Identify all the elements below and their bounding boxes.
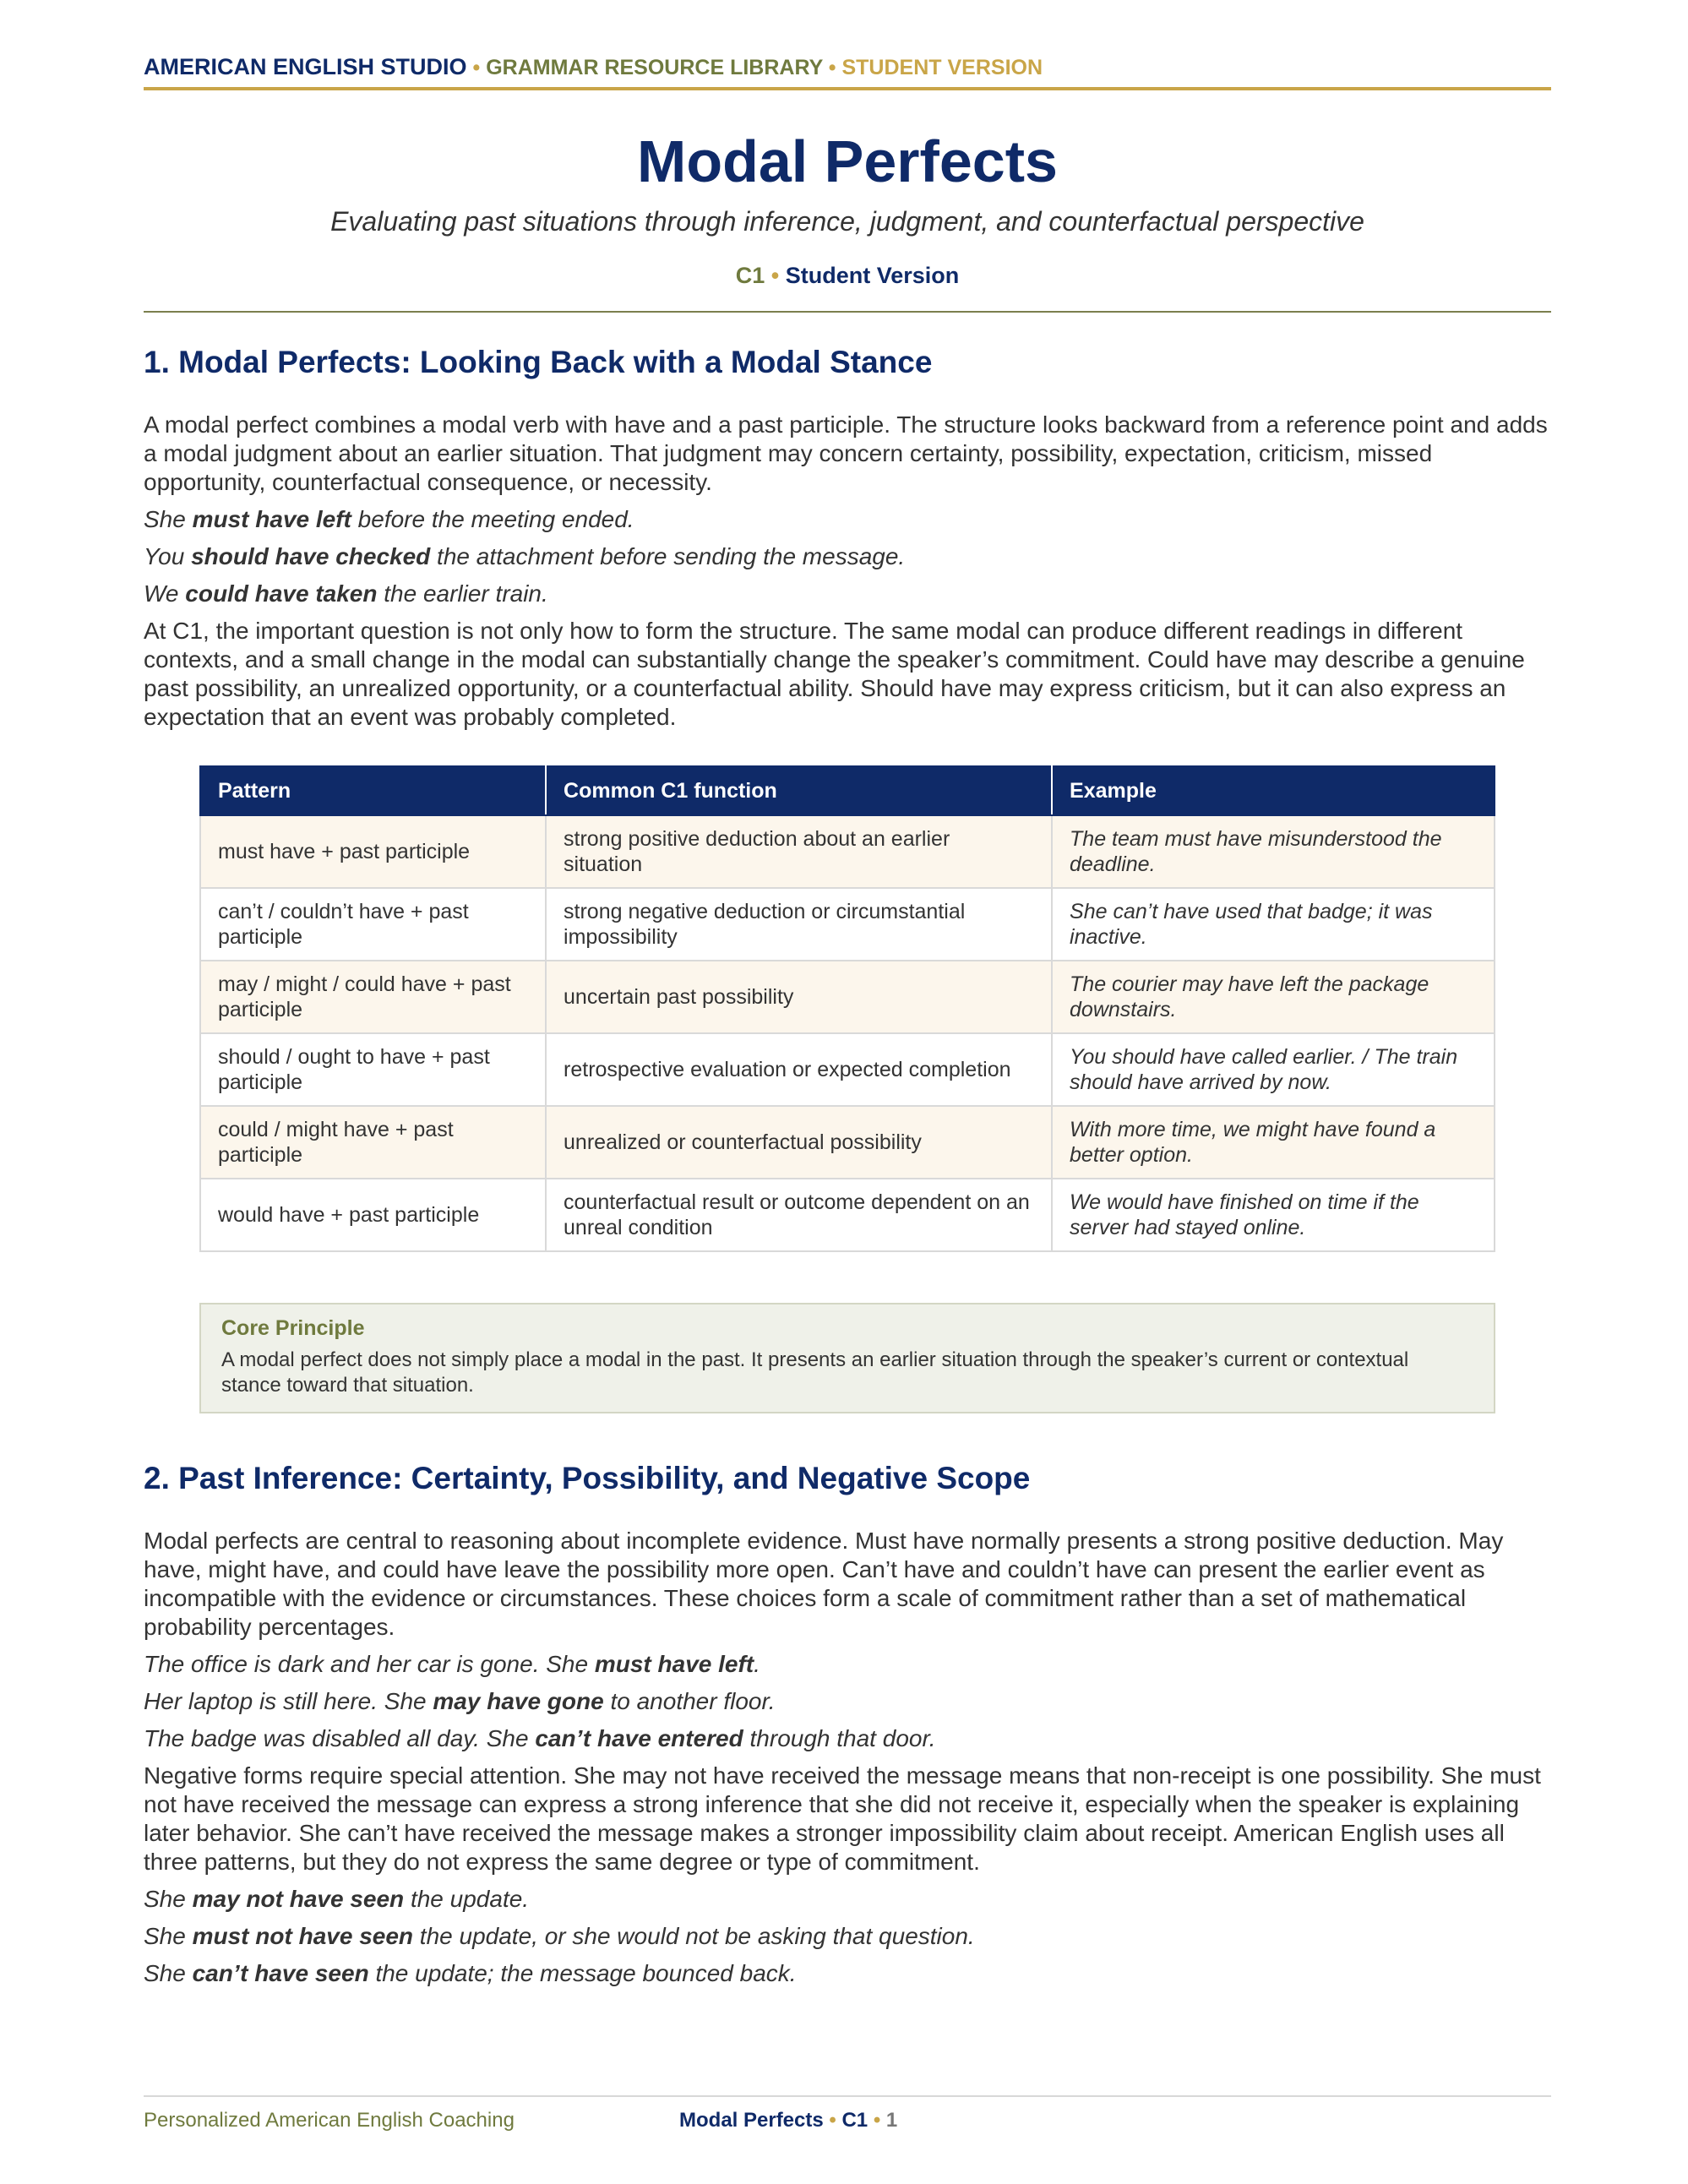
example-modal-phrase: may have gone <box>433 1688 604 1714</box>
level-separator: • <box>770 263 780 288</box>
example-text: You <box>144 543 192 569</box>
table-row <box>200 1179 1495 1251</box>
title-block <box>144 90 1551 313</box>
callout-text: A modal perfect does not simply place a modal in the past. It presents an earlier situation through the speaker’s current or contextual stance toward that situation. <box>221 1348 1409 1397</box>
document-page <box>144 0 1551 1996</box>
header-separator: • <box>828 56 836 79</box>
example-modal-phrase: must have left <box>192 506 351 532</box>
header-library: GRAMMAR RESOURCE LIBRARY <box>486 56 823 79</box>
level-line <box>144 263 1551 289</box>
example-text: the update; the message bounced back. <box>368 1960 797 1986</box>
level-label: C1 <box>735 263 765 288</box>
footer-center <box>679 2109 897 2132</box>
example-sentence <box>144 542 1551 571</box>
table-row <box>200 1106 1495 1179</box>
footer-separator: • <box>873 2109 881 2132</box>
example-text: She <box>144 506 193 532</box>
cell-function: uncertain past possibility <box>546 961 1052 1033</box>
section-2-paragraph-2: Negative forms require special attention. She may not have received the message means that non-receipt is one possibility. She must not have received the message can express a strong inference that she did not receive it, especially when the speaker is explaining later behavior. She can’t have received the message makes a stronger impossibility claim about receipt. American English uses all three patterns, but they do not express the same degree or type of commitment. <box>144 1762 1541 1875</box>
cell-example: With more time, we might have found a better option. <box>1052 1106 1495 1179</box>
header-separator: • <box>472 56 481 79</box>
version-label: Student Version <box>785 263 960 288</box>
cell-example: The courier may have left the package downstairs. <box>1052 961 1495 1033</box>
table-body <box>200 815 1495 1251</box>
example-text: The badge was disabled all day. She <box>144 1725 536 1751</box>
cell-example: She can’t have used that badge; it was inactive. <box>1052 888 1495 961</box>
cell-pattern: can’t / couldn’t have + past participle <box>200 888 546 961</box>
footer-level: C1 <box>841 2109 869 2132</box>
cell-example: You should have called earlier. / The train should have arrived by now. <box>1052 1033 1495 1106</box>
cell-function: unrealized or counterfactual possibility <box>546 1106 1052 1179</box>
header-version: STUDENT VERSION <box>841 56 1043 79</box>
example-modal-phrase: must not have seen <box>192 1923 414 1949</box>
table-header-pattern: Pattern <box>200 766 546 815</box>
example-sentence <box>144 1687 1551 1716</box>
example-text: through that door. <box>743 1725 936 1751</box>
footer-left: Personalized American English Coaching <box>144 2109 515 2132</box>
example-text: to another floor. <box>603 1688 776 1714</box>
cell-function: counterfactual result or outcome dependent on an unreal condition <box>546 1179 1052 1251</box>
modal-table-container <box>199 765 1495 1252</box>
cell-function: strong negative deduction or circumstantial impossibility <box>546 888 1052 961</box>
section-2-heading: 2. Past Inference: Certainty, Possibility, and Negative Scope <box>144 1461 1031 1495</box>
example-text: the attachment before sending the message. <box>430 543 906 569</box>
modal-perfect-table <box>199 765 1495 1252</box>
example-sentence <box>144 1650 1551 1679</box>
section-2-examples-1 <box>144 1650 1551 1753</box>
cell-example: The team must have misunderstood the deadline. <box>1052 815 1495 888</box>
example-sentence <box>144 1724 1551 1753</box>
example-modal-phrase: may not have seen <box>192 1886 405 1912</box>
table-row <box>200 1033 1495 1106</box>
example-text: She <box>144 1923 193 1949</box>
example-text: the update. <box>404 1886 530 1912</box>
example-text: . <box>754 1651 760 1677</box>
table-header-example: Example <box>1052 766 1495 815</box>
core-principle-callout <box>199 1303 1495 1413</box>
callout-title: Core Principle <box>221 1316 365 1340</box>
cell-pattern: would have + past participle <box>200 1179 546 1251</box>
page-title: Modal Perfects <box>637 128 1058 194</box>
example-text: The office is dark and her car is gone. She <box>144 1651 595 1677</box>
example-sentence <box>144 1959 1551 1988</box>
example-text: the earlier train. <box>377 580 548 607</box>
cell-function: strong positive deduction about an earlier situation <box>546 815 1052 888</box>
example-text: before the meeting ended. <box>351 506 634 532</box>
section-1-examples <box>144 505 1551 608</box>
cell-example: We would have finished on time if the server had stayed online. <box>1052 1179 1495 1251</box>
table-header-function: Common C1 function <box>546 766 1052 815</box>
footer-separator: • <box>829 2109 836 2132</box>
header-brand: AMERICAN ENGLISH STUDIO <box>144 54 467 79</box>
page-number: 1 <box>885 2109 898 2132</box>
example-modal-phrase: must have left <box>594 1651 754 1677</box>
example-sentence <box>144 505 1551 534</box>
footer-title: Modal Perfects <box>679 2109 824 2132</box>
table-row <box>200 888 1495 961</box>
example-text: She <box>144 1960 193 1986</box>
example-sentence <box>144 1885 1551 1914</box>
table-row <box>200 815 1495 888</box>
table-header-row <box>200 766 1495 815</box>
running-footer <box>144 2095 1551 2132</box>
example-text: We <box>144 580 186 607</box>
cell-pattern: must have + past participle <box>200 815 546 888</box>
page-subtitle: Evaluating past situations through inference, judgment, and counterfactual perspective <box>330 206 1364 237</box>
running-header <box>144 0 1551 90</box>
example-sentence <box>144 1922 1551 1951</box>
section-1-intro: A modal perfect combines a modal verb with have and a past participle. The structure looks backward from a reference point and adds a modal judgment about an earlier situation. That judgment may concern certainty, possibility, expectation, criticism, missed opportunity, counterfactual consequence, or necessity. <box>144 411 1548 495</box>
example-text: Her laptop is still here. She <box>144 1688 433 1714</box>
cell-pattern: may / might / could have + past participle <box>200 961 546 1033</box>
table-row <box>200 961 1495 1033</box>
cell-pattern: could / might have + past participle <box>200 1106 546 1179</box>
section-2-examples-2 <box>144 1885 1551 1988</box>
example-modal-phrase: can’t have entered <box>535 1725 743 1751</box>
cell-function: retrospective evaluation or expected completion <box>546 1033 1052 1106</box>
example-sentence <box>144 580 1551 608</box>
example-modal-phrase: could have taken <box>185 580 378 607</box>
section-2-intro: Modal perfects are central to reasoning about incomplete evidence. Must have normally presents a strong positive deduction. May have, might have, and could have leave the possibility more open. Can’t have and couldn’t have can present the earlier event as incompatible with the evidence or circumstances. These choices form a scale of commitment rather than a set of mathematical probability percentages. <box>144 1528 1504 1640</box>
section-1-heading: 1. Modal Perfects: Looking Back with a Modal Stance <box>144 345 933 379</box>
example-modal-phrase: can’t have seen <box>192 1960 369 1986</box>
section-1-paragraph-2: At C1, the important question is not only how to form the structure. The same modal can produce different readings in different contexts, and a small change in the modal can substantially change the speaker’s commitment. Could have may describe a genuine past possibility, an unrealized opportunity, or a counterfactual ability. Should have may express criticism, but it can also express an expectation that an event was probably completed. <box>144 618 1525 730</box>
example-text: She <box>144 1886 193 1912</box>
example-text: the update, or she would not be asking that question. <box>413 1923 975 1949</box>
example-modal-phrase: should have checked <box>191 543 431 569</box>
cell-pattern: should / ought to have + past participle <box>200 1033 546 1106</box>
